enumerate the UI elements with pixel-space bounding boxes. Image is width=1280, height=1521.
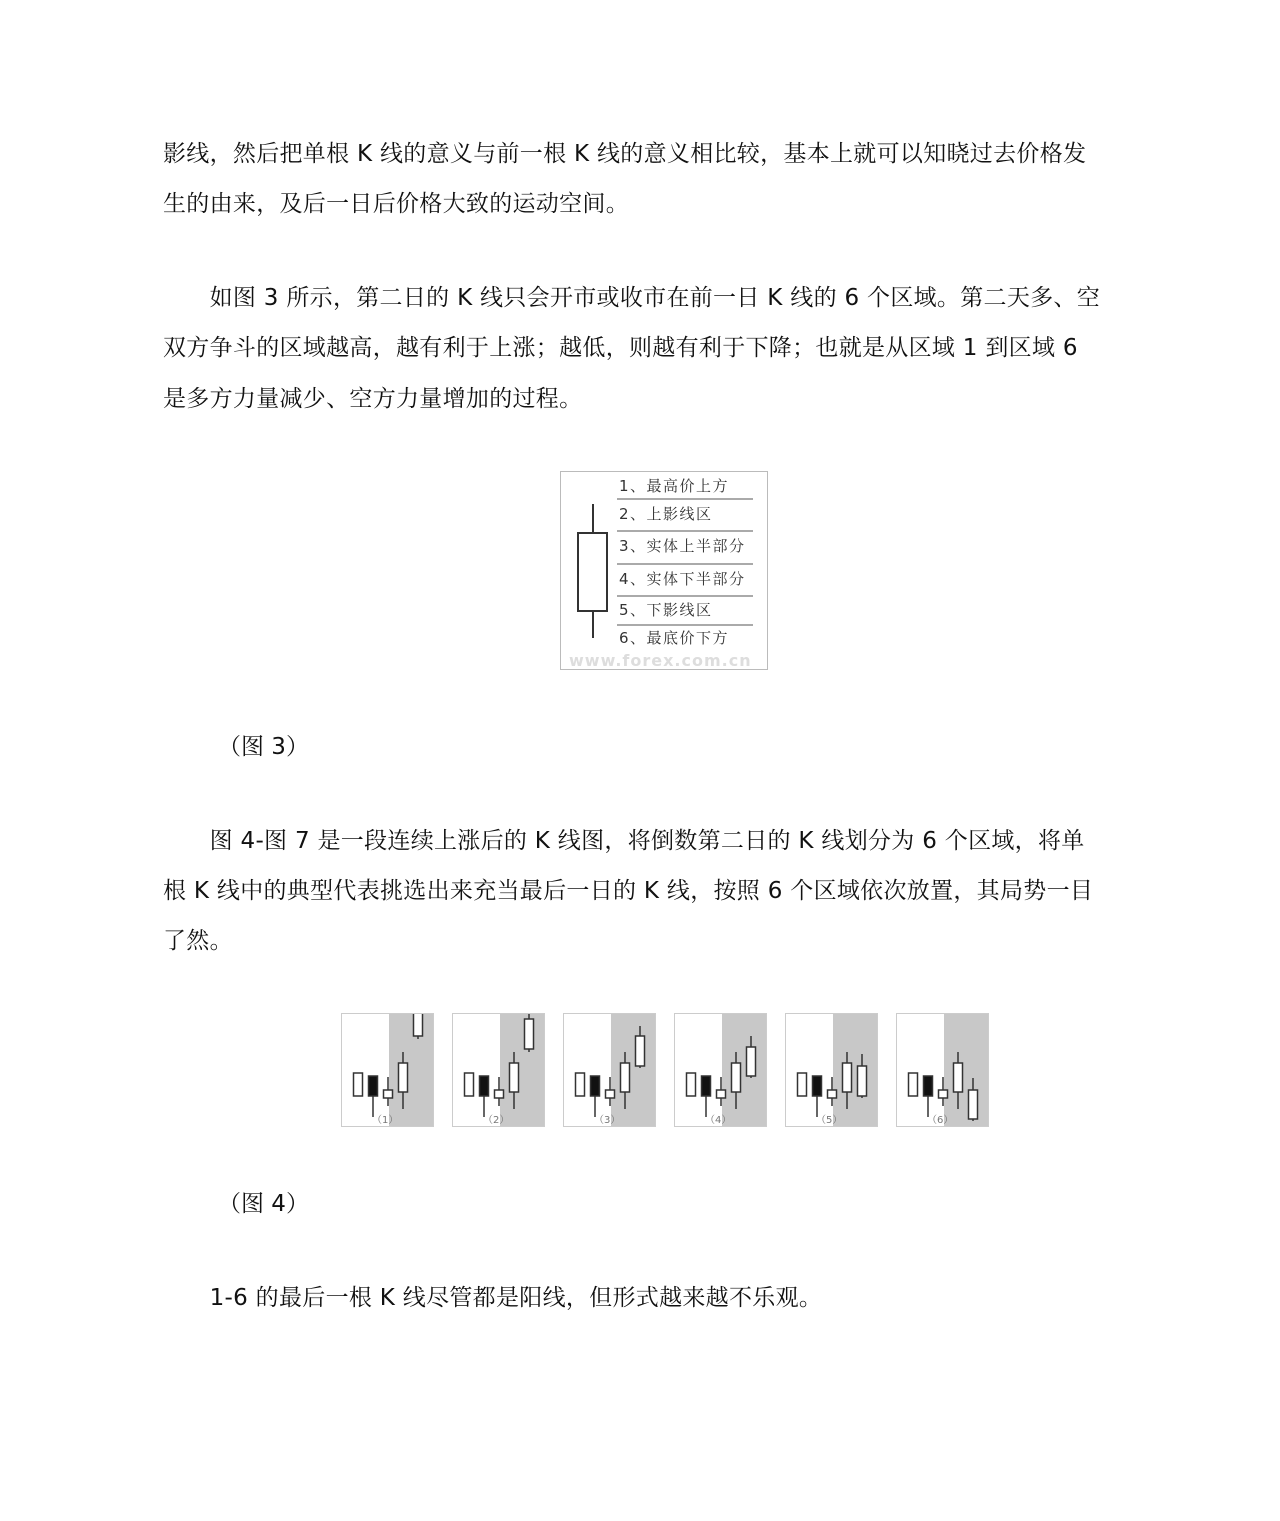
figure-4-caption: （图 4） (218, 1191, 309, 1217)
candle-body (399, 1063, 408, 1092)
candle-1 (798, 1073, 807, 1096)
candle-body (591, 1076, 600, 1096)
panel-label: （3） (594, 1115, 621, 1126)
candlestick-panel-5 (785, 1013, 878, 1127)
candle-body (747, 1047, 756, 1076)
panel-label: （6） (927, 1115, 954, 1126)
paragraph-3-line: 了然。 (163, 928, 233, 954)
candlestick-chart (675, 1014, 766, 1126)
candlestick-chart (453, 1014, 544, 1126)
zone-label-6: 6、最底价下方 (619, 629, 730, 647)
candle-5 (414, 1014, 423, 1039)
candle-1 (909, 1073, 918, 1096)
figure-4-candlestick-panels (341, 1013, 991, 1127)
zone-divider (617, 498, 753, 500)
candle-body (636, 1036, 645, 1066)
candle-body (687, 1073, 696, 1096)
candle-body (576, 1073, 585, 1096)
zone-divider (617, 563, 753, 565)
candle-body (939, 1090, 948, 1098)
figure-3-zone-diagram (560, 471, 768, 670)
candle-1 (687, 1073, 696, 1096)
zone-label-3: 3、实体上半部分 (619, 537, 746, 555)
paragraph-3-line: 图 4-图 7 是一段连续上涨后的 K 线图，将倒数第二日的 K 线划分为 6 个区域，将单 (163, 828, 1085, 854)
candle-body (717, 1090, 726, 1098)
candle-body (621, 1063, 630, 1092)
zone-label-4: 4、实体下半部分 (619, 570, 746, 588)
candlestick-chart (786, 1014, 877, 1126)
candle-body (909, 1073, 918, 1096)
candle-body (495, 1090, 504, 1098)
shaded-zone (722, 1014, 766, 1126)
shaded-zone (944, 1014, 988, 1126)
candle-body (414, 1014, 423, 1036)
candle-body (954, 1063, 963, 1092)
candle-body (354, 1073, 363, 1096)
shaded-zone (611, 1014, 655, 1126)
paragraph-3-line: 根 K 线中的典型代表挑选出来充当最后一日的 K 线，按照 6 个区域依次放置，其局势一目 (163, 878, 1094, 904)
candle-body (369, 1076, 378, 1096)
shaded-zone (500, 1014, 544, 1126)
candlestick-icon (561, 472, 621, 669)
candle-body (969, 1090, 978, 1119)
panel-label: （1） (372, 1115, 399, 1126)
candlestick-panel-3 (563, 1013, 656, 1127)
candle-body (732, 1063, 741, 1092)
candlestick-panel-4 (674, 1013, 767, 1127)
candle-body (924, 1076, 933, 1096)
panel-label: （5） (816, 1115, 843, 1126)
zone-divider (617, 595, 753, 597)
candle-body (702, 1076, 711, 1096)
zone-label-2: 2、上影线区 (619, 505, 713, 523)
figure-3-caption: （图 3） (218, 734, 309, 760)
candle-body (384, 1090, 393, 1098)
panel-label: （4） (705, 1115, 732, 1126)
zone-label-5: 5、下影线区 (619, 601, 713, 619)
candle-1 (354, 1073, 363, 1096)
zone-divider (617, 624, 753, 626)
zone-divider (617, 530, 753, 532)
candle-body (813, 1076, 822, 1096)
paragraph-4-line: 1-6 的最后一根 K 线尽管都是阳线，但形式越来越不乐观。 (163, 1285, 823, 1311)
candle-body (798, 1073, 807, 1096)
paragraph-2-line: 如图 3 所示，第二日的 K 线只会开市或收市在前一日 K 线的 6 个区域。第二天多、空 (163, 285, 1101, 311)
paragraph-2-line: 双方争斗的区域越高，越有利于上涨；越低，则越有利于下降；也就是从区域 1 到区域 6 (163, 335, 1078, 361)
paragraph-1-line: 影线，然后把单根 K 线的意义与前一根 K 线的意义相比较，基本上就可以知晓过去价格发 (163, 141, 1087, 167)
panel-label: （2） (483, 1115, 510, 1126)
watermark: www.forex.com.cn (569, 651, 752, 670)
zone-label-1: 1、最高价上方 (619, 477, 730, 495)
candle-body (465, 1073, 474, 1096)
candle-body (858, 1066, 867, 1096)
candle-body (828, 1090, 837, 1098)
candlestick-chart (564, 1014, 655, 1126)
candle-1 (576, 1073, 585, 1096)
candlestick-chart (897, 1014, 988, 1126)
candle-body (843, 1063, 852, 1092)
candlestick-panel-2 (452, 1013, 545, 1127)
candle-body (525, 1019, 534, 1049)
paragraph-1-line: 生的由来，及后一日后价格大致的运动空间。 (163, 191, 629, 217)
candlestick-panel-6 (896, 1013, 989, 1127)
candle-5 (525, 1014, 534, 1052)
candlestick-chart (342, 1014, 433, 1126)
shaded-zone (389, 1014, 433, 1126)
candle-1 (465, 1073, 474, 1096)
candle-body (480, 1076, 489, 1096)
candle-body (510, 1063, 519, 1092)
candle-body (606, 1090, 615, 1098)
paragraph-2-line: 是多方力量减少、空方力量增加的过程。 (163, 386, 583, 412)
candlestick-panel-1 (341, 1013, 434, 1127)
shaded-zone (833, 1014, 877, 1126)
